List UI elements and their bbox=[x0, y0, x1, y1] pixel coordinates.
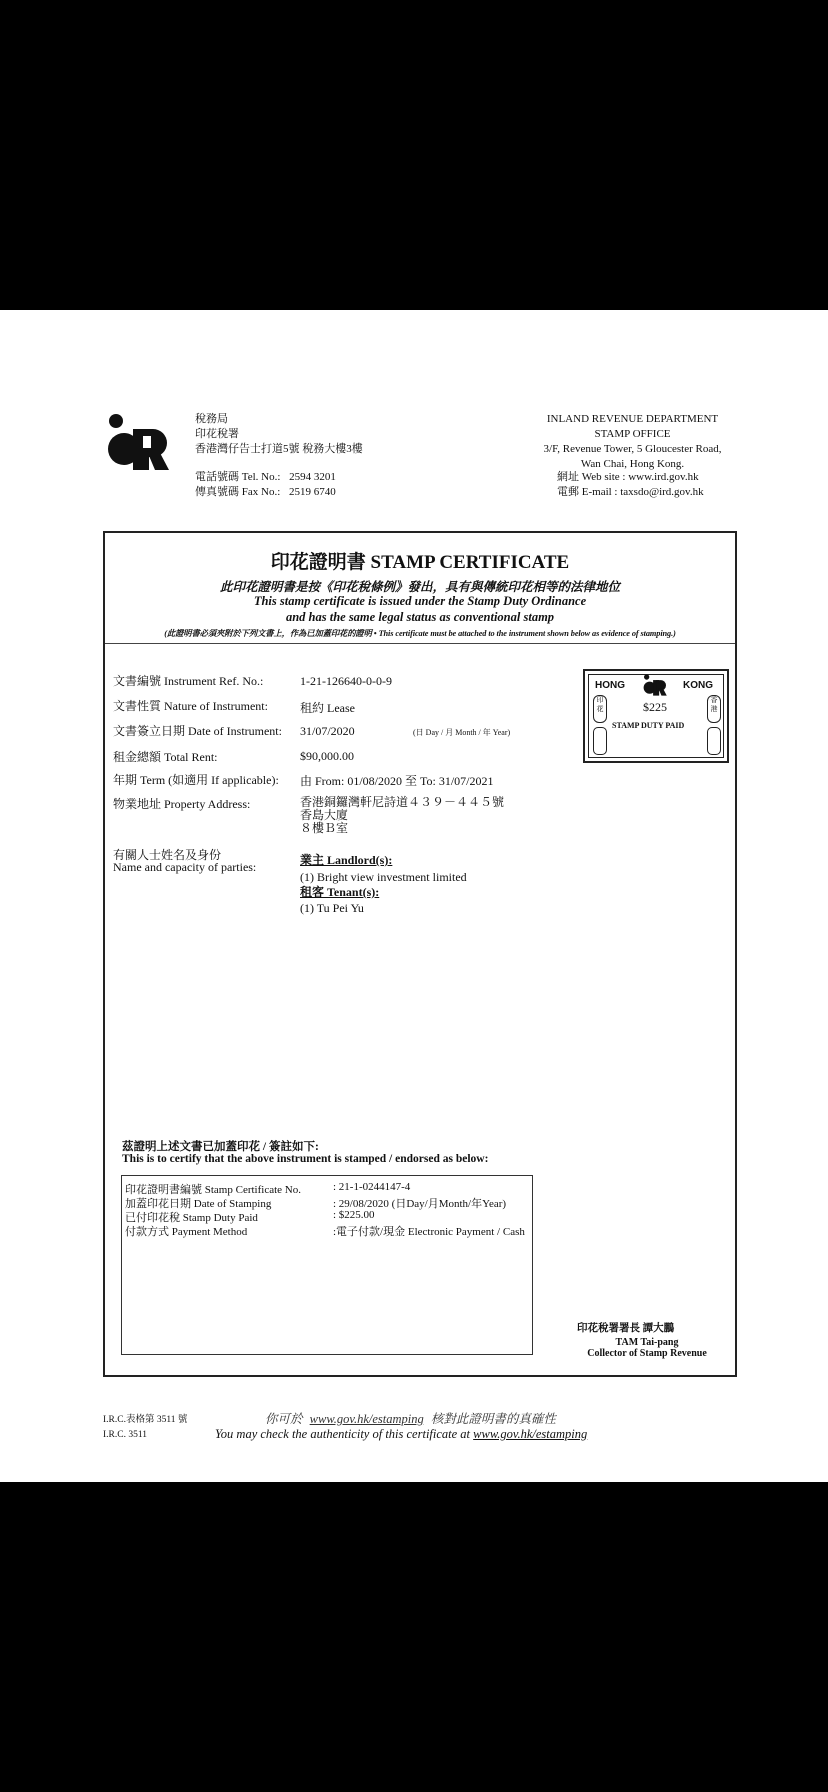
address-line: 香島大廈 bbox=[300, 808, 349, 822]
date-label: 文書簽立日期 Date of Instrument: bbox=[113, 724, 282, 738]
certificate-title: 印花證明書 STAMP CERTIFICATE bbox=[270, 552, 570, 573]
nature-label: 文書性質 Nature of Instrument: bbox=[113, 699, 268, 713]
form-number bbox=[103, 1413, 187, 1443]
address-label: 物業地址 Property Address: bbox=[113, 797, 251, 811]
parties-label-en: Name and capacity of parties: bbox=[113, 860, 257, 874]
website: 網址 Web site : www.ird.gov.hk bbox=[557, 471, 699, 483]
header-cn-line: 印花稅署 bbox=[195, 428, 239, 440]
tenant-item: (1) Tu Pei Yu bbox=[300, 901, 364, 915]
cert-row-label: 加蓋印花日期 Date of Stamping bbox=[125, 1198, 272, 1210]
rent-label: 租金總額 Total Rent: bbox=[113, 750, 218, 764]
landlord-item: (1) Bright view investment limited bbox=[300, 870, 467, 884]
cert-row-label: 已付印花稅 Stamp Duty Paid bbox=[125, 1212, 258, 1224]
tenant-heading: 租客 Tenant(s): bbox=[300, 885, 380, 899]
cert-row-value: : $225.00 bbox=[333, 1209, 375, 1221]
cert-row-label: 印花證明書編號 Stamp Certificate No. bbox=[125, 1184, 301, 1196]
rent-value: $90,000.00 bbox=[300, 749, 354, 763]
subtitle-en-1: This stamp certificate is issued under the Stamp Duty Ordinance bbox=[253, 594, 587, 608]
header-en-line: STAMP OFFICE bbox=[594, 428, 671, 440]
estamping-link[interactable]: www.gov.hk/estamping bbox=[309, 1412, 424, 1426]
collector-block bbox=[513, 1337, 781, 1359]
header-en-block bbox=[530, 412, 735, 472]
date-value: 31/07/2020 bbox=[300, 724, 355, 738]
header-cn-line: 香港灣仔告士打道5號 稅務大樓3樓 bbox=[195, 443, 363, 455]
stamp-caption: STAMP DUTY PAID bbox=[612, 721, 685, 730]
check-cn-pre: 你可於 bbox=[265, 1412, 303, 1426]
cert-row-label: 付款方式 Payment Method bbox=[125, 1226, 248, 1238]
header-cn-block bbox=[195, 412, 363, 457]
stamp-word-kong: KONG bbox=[683, 680, 713, 691]
fax-row bbox=[195, 485, 336, 500]
stamp-amount: $225 bbox=[643, 700, 667, 714]
certificate-box bbox=[103, 531, 737, 1377]
tel-row bbox=[195, 470, 336, 485]
check-line-cn bbox=[265, 1409, 556, 1427]
subtitle-en-2: and has the same legal status as conventional stamp bbox=[285, 610, 555, 624]
fax-value: 2519 6740 bbox=[289, 486, 336, 498]
stamp-duty-stamp bbox=[583, 669, 729, 763]
notice: (此證明書必須夾附於下列文書上，作為已加蓋印花的證明 • This certificate must be attached to the instrument shown below as evidence of stamping.) bbox=[164, 629, 676, 638]
tel-label: 電話號碼 Tel. No.: bbox=[195, 471, 281, 483]
stamp-seal-left: 印花 bbox=[593, 695, 607, 723]
document-page bbox=[0, 310, 828, 1482]
collector-title: Collector of Stamp Revenue bbox=[587, 1348, 707, 1359]
ref-value: 1-21-126640-0-0-9 bbox=[300, 674, 392, 688]
header-cn-line: 稅務局 bbox=[195, 413, 228, 425]
check-en-pre: You may check the authenticity of this certificate at bbox=[215, 1427, 471, 1441]
ird-logo bbox=[107, 413, 169, 471]
landlord-heading: 業主 Landlord(s): bbox=[300, 853, 393, 867]
divider bbox=[105, 643, 735, 644]
collector-name: TAM Tai-pang bbox=[615, 1337, 679, 1348]
form-number-en: I.R.C. 3511 bbox=[103, 1430, 147, 1440]
stamp-seal-right: 香港 bbox=[707, 695, 721, 723]
parties-label bbox=[113, 849, 256, 873]
header-en-line: 3/F, Revenue Tower, 5 Gloucester Road, bbox=[543, 443, 722, 455]
fax-label: 傳真號碼 Fax No.: bbox=[195, 486, 281, 498]
tel-value: 2594 3201 bbox=[289, 471, 336, 483]
certify-cn: 茲證明上述文書已加蓋印花 / 簽註如下: bbox=[122, 1141, 319, 1153]
form-number-cn: I.R.C.表格第 3511 號 bbox=[103, 1415, 188, 1425]
stamp-word-hong: HONG bbox=[595, 680, 625, 691]
term-label: 年期 Term (如適用 If applicable): bbox=[113, 773, 279, 787]
stamping-details-box bbox=[121, 1175, 533, 1355]
subtitle-cn: 此印花證明書是按《印花稅條例》發出，具有與傳統印花相等的法律地位 bbox=[219, 580, 620, 594]
date-format-hint: (日 Day / 月 Month / 年 Year) bbox=[413, 728, 511, 737]
parties-label-cn: 有關人士姓名及身份 bbox=[113, 848, 222, 862]
term-value: 由 From: 01/08/2020 至 To: 31/07/2021 bbox=[300, 774, 494, 788]
estamping-link[interactable]: www.gov.hk/estamping bbox=[473, 1427, 588, 1441]
header-en-line: INLAND REVENUE DEPARTMENT bbox=[546, 413, 719, 425]
header-en-line: Wan Chai, Hong Kong. bbox=[580, 458, 685, 470]
certify-en: This is to certify that the above instrument is stamped / endorsed as below: bbox=[122, 1153, 489, 1165]
stamp-ornament-left bbox=[593, 727, 607, 755]
address-line: 香港銅鑼灣軒尼詩道４３９－４４５號 bbox=[300, 795, 505, 809]
ref-label: 文書編號 Instrument Ref. No.: bbox=[113, 674, 264, 688]
nature-value: 租約 Lease bbox=[300, 701, 355, 715]
cert-row-value: :電子付款/現金 Electronic Payment / Cash bbox=[333, 1226, 525, 1238]
address-line: ８樓Ｂ室 bbox=[300, 821, 349, 835]
collector-cn: 印花稅署署長 譚大鵬 bbox=[577, 1323, 675, 1334]
check-line-en bbox=[215, 1427, 587, 1442]
email: 電郵 E-mail : taxsdo@ird.gov.hk bbox=[557, 486, 704, 498]
cert-row-value: : 29/08/2020 (日Day/月Month/年Year) bbox=[333, 1198, 507, 1210]
stamp-ornament-right bbox=[707, 727, 721, 755]
check-cn-post: 核對此證明書的真確性 bbox=[430, 1412, 556, 1426]
address-value bbox=[300, 796, 504, 835]
cert-row-value: : 21-1-0244147-4 bbox=[333, 1181, 411, 1193]
stamp-ird-logo bbox=[643, 674, 667, 696]
